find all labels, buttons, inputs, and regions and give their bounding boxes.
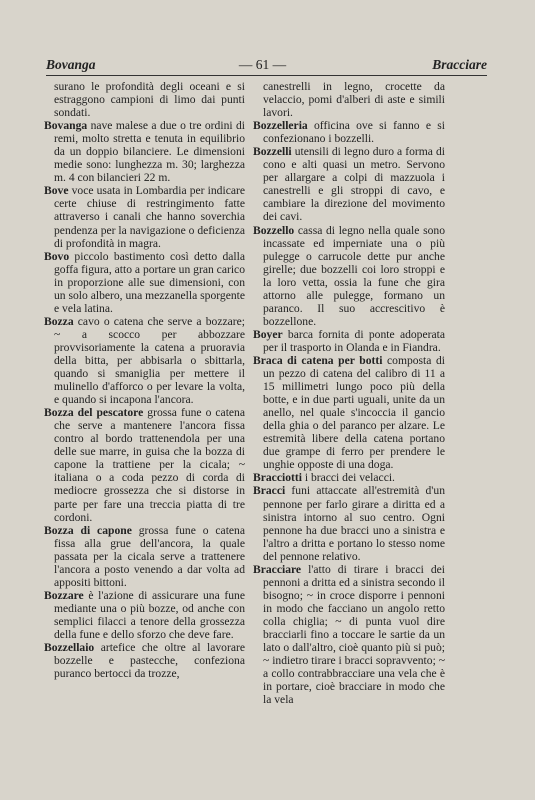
dictionary-entry (40, 641, 245, 680)
dictionary-entry (249, 80, 445, 119)
entry-term: Bovo (44, 249, 70, 263)
entry-definition: utensili di legno duro a forma di cono e alti quasi un metro. Servono per allargare a colpi di mazzuola i canestrelli e gli stroppi di cavo, e cambiare la direzione del movimento dei cavi. (263, 145, 445, 224)
entry-definition: surano le profondità degli oceani e si estraggono campioni di limo dai punti sondati. (54, 80, 245, 120)
entry-definition: nave malese a due o tre ordini di remi, molto stretta e tenuta in equilibrio da un doppio bilanciere. Le dimensioni medie sono: lunghezza m. 30; larghezza m. 4 con bilancieri 22 m. (54, 119, 245, 185)
entry-definition: canestrelli in legno, crocette da velaccio, pomi d'alberi di aste e simili lavori. (263, 80, 445, 120)
entry-definition: composta di un pezzo di catena del calibro di 11 a 15 millimetri lungo poco più della botte, e in due parti uguali, unite da un anello, nel quale s'incoccia il gancio della ghia o del paranco per alzare. Le estremità libere della catena portano due grampe di ferro per prendere le unghie opposte di una doga. (263, 353, 446, 472)
entry-definition: i bracci dei velacci. (301, 471, 395, 485)
dictionary-entry (249, 145, 445, 223)
entry-term: Bozzello (253, 223, 295, 237)
dictionary-entry (249, 224, 445, 328)
entry-term: Bozzellaio (44, 641, 95, 655)
entry-term: Boyer (253, 327, 283, 341)
header-rule (46, 75, 487, 76)
entry-definition: grossa fune o catena fissa alla grue dell'ancora, la quale passata per la cicala serve a trattenere l'ancora a posto venendo a dar volta ad appositi bittoni. (54, 523, 245, 589)
entry-term: Bozza del pescatore (44, 406, 144, 420)
dictionary-entry (249, 119, 445, 145)
entry-definition: barca fornita di ponte adoperata per il trasporto in Olanda e in Fiandra. (263, 327, 445, 354)
right-column (249, 80, 445, 706)
entry-definition: cassa di legno nella quale sono incassate ed imperniate una o più pulegge o carrucole dette pur anche girelle; due bozzelli coi loro stroppi e la loro vetta, ossia la fune che gira attorno alle pulegge, formano un paranco. Il suo accrescitivo è bozzellone. (263, 223, 445, 328)
dictionary-entry (249, 484, 445, 562)
entry-definition: è l'azione di assicurare una fune mediante una o più bozze, od anche con semplici filacci a tenore della grossezza della fune e dello sforzo che deve fare. (54, 588, 245, 641)
dictionary-entry (249, 354, 445, 471)
entry-term: Braca di catena per botti (253, 353, 383, 367)
dictionary-entry (40, 589, 245, 641)
running-header (38, 56, 487, 74)
header-left-guide-word: Bovanga (46, 57, 96, 72)
entry-term: Bracci (253, 484, 286, 498)
entry-definition: grossa fune o catena che serve a mantenere l'ancora fissa contro al bordo trattenendola per una delle sue marre, in guisa che la bozza di capone la trattiene per la cicala; ~ italiana o a coda pezzo di corda di mediocre grossezza che si distorse in parte per fare una treccia piatta di tre cordoni. (54, 406, 245, 524)
entry-definition: cavo o catena che serve a bozzare; ~ a scocco per abbozzare provvisoriamente la catena a pruoravia della bitta, per abbisarla o sbittarla, quando si smaniglia per mettere il mulinello d'afforco o per levare la volta, e quando si incapona l'ancora. (54, 314, 245, 407)
dictionary-entry (40, 524, 245, 589)
entry-definition: officina ove si fanno e si confezionano i bozzelli. (263, 119, 445, 146)
entry-definition: artefice che oltre al lavorare bozzelle e pastecche, confeziona puranco bertocci da trozze, (54, 641, 245, 681)
dictionary-entry (40, 184, 245, 249)
entry-definition: funi attaccate all'estremità d'un pennone per farlo girare a diritta ed a sinistra intorno al suo centro. Ogni pennone ha due bracci uno a sinistra e l'altro a dritta e portano lo stesso nome del pennone relativo. (263, 484, 445, 563)
entry-term: Bozza (44, 314, 74, 328)
dictionary-entry (249, 471, 445, 484)
entry-definition: l'atto di tirare i bracci dei pennoni a dritta ed a sinistra secondo il bisogno; ~ in croce disporre i pennoni in modo che facciano un angolo retto colla chiglia; ~ di punta vuol dire bracciarli fino a toccare le sartie da un lato o dall'altro, cioè quanto più si può; ~ indietro tirare i bracci sopravvento; ~ a collo contrabbracciare una vela che è in portare, cioè bracciare in modo che la vela (263, 562, 445, 707)
entry-term: Bovanga (44, 119, 88, 133)
entry-term: Bracciare (253, 562, 302, 576)
entry-definition: voce usata in Lombardia per indicare certe chiuse di restringimento fatte attraverso i canali che hanno soverchia pendenza per la navigazione o deficienza di profondità in magra. (54, 184, 245, 250)
entry-term: Bozzelleria (253, 119, 308, 133)
dictionary-entry (40, 250, 245, 315)
dictionary-entry (40, 119, 245, 184)
dictionary-entry (40, 315, 245, 406)
entry-term: Bozzelli (253, 145, 292, 159)
entry-term: Bozza di capone (44, 523, 132, 537)
entry-term: Bove (44, 184, 69, 198)
entry-definition: piccolo bastimento così detto dalla goffa figura, atto a portare un gran carico in proporzione alle sue dimensioni, con un solo albero, una mezzanella sporgente e vela latina. (54, 249, 246, 315)
dictionary-entry (40, 80, 245, 119)
entry-term: Bracciotti (253, 471, 302, 485)
dictionary-entry (249, 328, 445, 354)
dictionary-entry (40, 406, 245, 523)
left-column (40, 80, 245, 680)
entry-term: Bozzare (44, 588, 84, 602)
dictionary-entry (249, 563, 445, 707)
page-number: — 61 — (238, 57, 287, 72)
header-right-guide-word: Bracciare (432, 57, 487, 72)
